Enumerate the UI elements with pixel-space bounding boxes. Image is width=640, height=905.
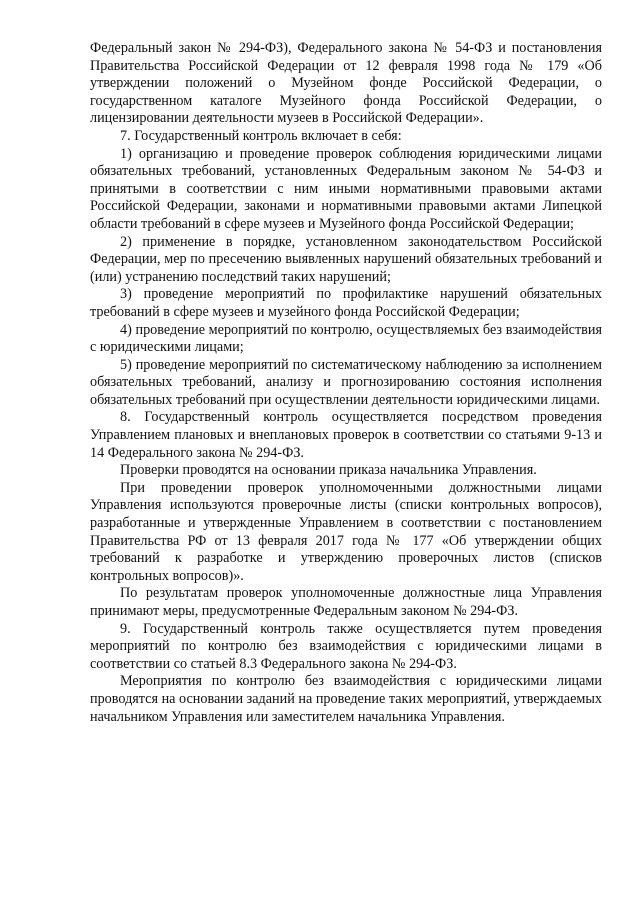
paragraph-item-7-3: 3) проведение мероприятий по профилактике нарушений обязательных требований в сфере музеев и музейного фонда Российской Федерации; (90, 286, 602, 320)
paragraph-inspection-results: По результатам проверок уполномоченные должностные лица Управления принимают меры, предусмотренные Федеральным законом № 294-ФЗ. (90, 585, 602, 619)
paragraph-item-7-2: 2) применение в порядке, установленном законодательством Российской Федерации, мер по пресечению выявленных нарушений обязательных требований и (или) устранению последствий таких нарушений; (90, 233, 602, 285)
paragraph-control-tasks: Мероприятия по контролю без взаимодействия с юридическими лицами проводятся на основании заданий на проведение таких мероприятий, утверждаемых начальником Управления или заместителем начальника Управления. (90, 673, 602, 725)
paragraph-item-7-4: 4) проведение мероприятий по контролю, осуществляемых без взаимодействия с юридическими лицами; (90, 321, 602, 356)
paragraph-item-8: 8. Государственный контроль осуществляется посредством проведения Управлением плановых и внеплановых проверок в соответствии со статьями 9-13 и 14 Федерального закона № 294-ФЗ. (90, 409, 602, 461)
paragraph-checklists: При проведении проверок уполномоченными должностными лицами Управления используются проверочные листы (списки контрольных вопросов), разработанные и утвержденные Управлением в соответствии с постановлением Правительства РФ от 13 февраля 2017 года № 177 «Об утверждении общих требований к разработке и утверждению проверочных листов (списков контрольных вопросов)». (90, 479, 602, 584)
paragraph-item-7-1: 1) организацию и проведение проверок соблюдения юридическими лицами обязательных требований, установленных Федеральным законом № 54-ФЗ и принятыми в соответствии с ним иными нормативными правовыми актами Российской Федерации, законами и нормативными правовыми актами Липецкой области требований в сфере музеев и Музейного фонда Российской Федерации; (90, 145, 602, 232)
paragraph-item-7-5: 5) проведение мероприятий по систематическому наблюдению за исполнением обязательных требований, анализу и прогнозированию состояния исполнения обязательных требований при осуществлении деятельности юридическими лицами. (90, 356, 602, 408)
paragraph-continuation-legal-basis: Федеральный закон № 294-ФЗ), Федерального закона № 54-ФЗ и постановления Правительства Российской Федерации от 12 февраля 1998 года № 179 «Об утверждении положений о Музейном фонде Российской Федерации, о государственном каталоге Музейного фонда Российской Федерации, о лицензировании деятельности музеев в Российской Федерации». (90, 40, 602, 127)
paragraph-inspections-basis: Проверки проводятся на основании приказа начальника Управления. (120, 462, 537, 479)
paragraph-item-9: 9. Государственный контроль также осуществляется путем проведения мероприятий по контролю без взаимодействия с юридическими лицами в соответствии со статьей 8.3 Федерального закона № 294-ФЗ. (90, 620, 602, 672)
document-page (90, 40, 602, 726)
paragraph-item-7-heading: 7. Государственный контроль включает в себя: (120, 127, 402, 144)
